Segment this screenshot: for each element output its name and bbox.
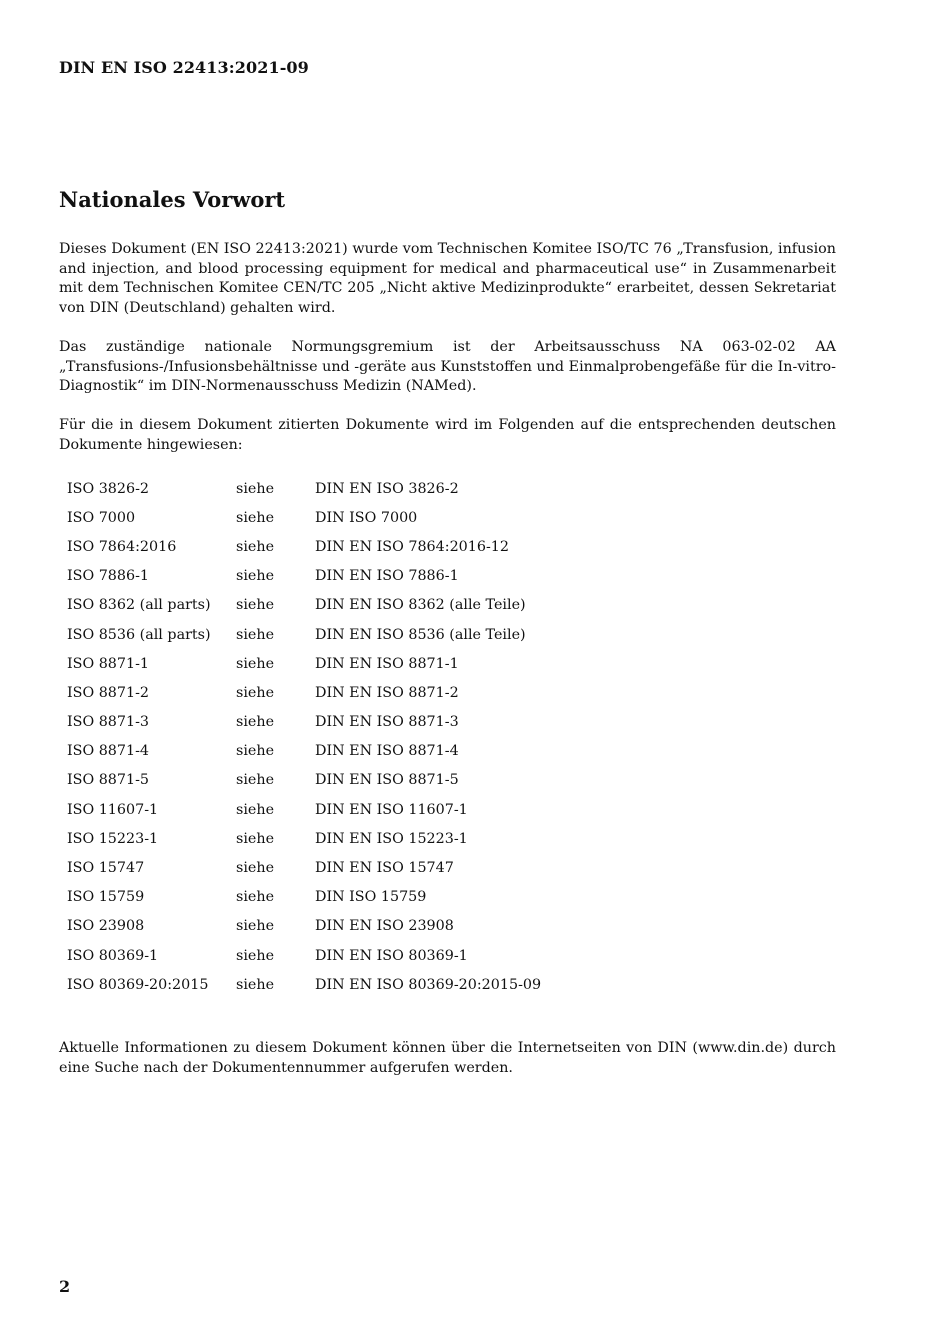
- see-label: siehe: [236, 626, 275, 643]
- iso-reference: ISO 15223-1: [67, 830, 159, 847]
- din-reference: DIN EN ISO 11607-1: [315, 801, 468, 818]
- see-label: siehe: [236, 772, 275, 789]
- iso-reference: ISO 7000: [67, 509, 136, 526]
- page-number: 2: [59, 1277, 71, 1296]
- table-row: [59, 970, 615, 999]
- table-row: [59, 503, 615, 532]
- closing-paragraph: Aktuelle Informationen zu diesem Dokument können über die Internetseiten von DIN (www.din.de) durch eine Suche nach der Dokumentennummer aufgerufen werden.: [59, 1040, 836, 1076]
- see-label: siehe: [236, 801, 275, 818]
- din-reference: DIN EN ISO 15223-1: [315, 830, 468, 847]
- iso-reference: ISO 15747: [67, 860, 145, 877]
- iso-reference: ISO 80369-1: [67, 947, 159, 964]
- iso-reference: ISO 8871-1: [67, 655, 150, 672]
- din-reference: DIN EN ISO 80369-20:2015-09: [315, 976, 542, 993]
- see-label: siehe: [236, 860, 275, 877]
- din-reference: DIN EN ISO 8871-5: [315, 772, 459, 789]
- iso-reference: ISO 7886-1: [67, 568, 150, 585]
- din-reference: DIN EN ISO 8871-1: [315, 655, 459, 672]
- page-title: Nationales Vorwort: [59, 187, 286, 212]
- see-label: siehe: [236, 714, 275, 731]
- din-reference: DIN ISO 7000: [315, 509, 418, 526]
- see-label: siehe: [236, 830, 275, 847]
- iso-reference: ISO 8536 (all parts): [67, 626, 211, 643]
- din-reference: DIN EN ISO 8362 (alle Teile): [315, 597, 526, 614]
- table-row: [59, 883, 615, 912]
- iso-reference: ISO 7864:2016: [67, 538, 177, 555]
- see-label: siehe: [236, 480, 275, 497]
- table-row: [59, 912, 615, 941]
- table-row: [59, 532, 615, 561]
- document-id: DIN EN ISO 22413:2021-09: [59, 58, 309, 77]
- din-reference: DIN EN ISO 7886-1: [315, 568, 459, 585]
- references-intro-paragraph: Für die in diesem Dokument zitierten Dokumente wird im Folgenden auf die entsprechenden deutschen Dokumente hingewiesen:: [59, 417, 836, 453]
- committee-paragraph: Das zuständige nationale Normungsgremium ist der Arbeitsausschuss NA 063-02-02 AA „Transfusions-/Infusionsbehältnisse und -geräte aus Kunststoffen und Einmalprobengefäße für die In-vitro-Diagnostik“ im DIN-Normenausschuss Medizin (NAMed).: [59, 339, 836, 395]
- see-label: siehe: [236, 597, 275, 614]
- see-label: siehe: [236, 976, 275, 993]
- see-label: siehe: [236, 743, 275, 760]
- iso-reference: ISO 3826-2: [67, 480, 150, 497]
- din-reference: DIN EN ISO 8871-4: [315, 743, 459, 760]
- table-row: [59, 678, 615, 707]
- table-row: [59, 620, 615, 649]
- table-row: [59, 474, 615, 503]
- iso-reference: ISO 8871-4: [67, 743, 150, 760]
- see-label: siehe: [236, 538, 275, 555]
- din-reference: DIN EN ISO 7864:2016-12: [315, 538, 509, 555]
- reference-table: [59, 474, 615, 999]
- intro-paragraph: Dieses Dokument (EN ISO 22413:2021) wurde vom Technischen Komitee ISO/TC 76 „Transfusion, infusion and injection, and blood processing equipment for medical and pharmaceutical use“ in Zusammenarbeit mit dem Technischen Komitee CEN/TC 205 „Nicht aktive Medizinprodukte“ erarbeitet, dessen Sekretariat von DIN (Deutschland) gehalten wird.: [59, 241, 836, 316]
- din-reference: DIN EN ISO 8871-3: [315, 714, 459, 731]
- din-reference: DIN EN ISO 8871-2: [315, 684, 459, 701]
- see-label: siehe: [236, 947, 275, 964]
- din-reference: DIN EN ISO 23908: [315, 918, 454, 935]
- table-row: [59, 591, 615, 620]
- din-reference: DIN EN ISO 15747: [315, 860, 454, 877]
- table-row: [59, 562, 615, 591]
- reference-table-body: [59, 474, 615, 999]
- iso-reference: ISO 15759: [67, 889, 145, 906]
- table-row: [59, 649, 615, 678]
- iso-reference: ISO 23908: [67, 918, 145, 935]
- iso-reference: ISO 8871-3: [67, 714, 150, 731]
- table-row: [59, 795, 615, 824]
- see-label: siehe: [236, 684, 275, 701]
- iso-reference: ISO 8362 (all parts): [67, 597, 211, 614]
- iso-reference: ISO 8871-5: [67, 772, 150, 789]
- iso-reference: ISO 11607-1: [67, 801, 159, 818]
- see-label: siehe: [236, 655, 275, 672]
- see-label: siehe: [236, 889, 275, 906]
- iso-reference: ISO 80369-20:2015: [67, 976, 209, 993]
- table-row: [59, 766, 615, 795]
- iso-reference: ISO 8871-2: [67, 684, 150, 701]
- table-row: [59, 824, 615, 853]
- see-label: siehe: [236, 568, 275, 585]
- table-row: [59, 853, 615, 882]
- see-label: siehe: [236, 918, 275, 935]
- table-row: [59, 708, 615, 737]
- din-reference: DIN EN ISO 3826-2: [315, 480, 459, 497]
- din-reference: DIN EN ISO 80369-1: [315, 947, 468, 964]
- see-label: siehe: [236, 509, 275, 526]
- table-row: [59, 737, 615, 766]
- din-reference: DIN ISO 15759: [315, 889, 427, 906]
- din-reference: DIN EN ISO 8536 (alle Teile): [315, 626, 526, 643]
- table-row: [59, 941, 615, 970]
